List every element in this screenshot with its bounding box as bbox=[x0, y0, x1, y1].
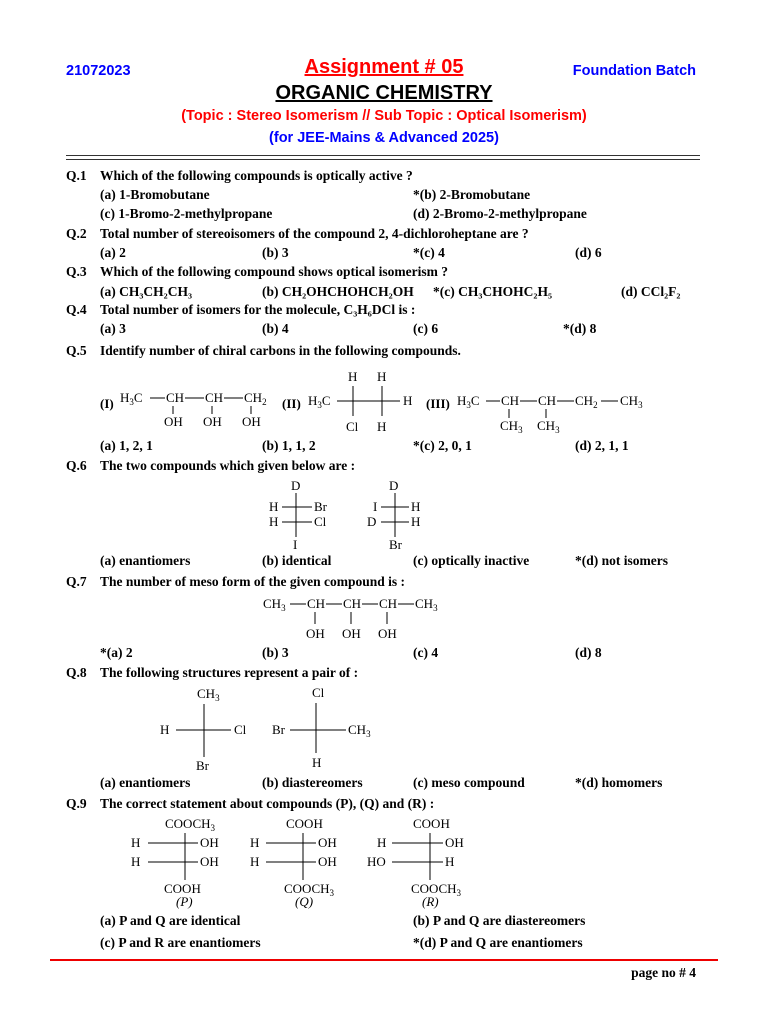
q6-left-i: I bbox=[293, 537, 298, 552]
q8-left-h: H bbox=[160, 722, 170, 737]
q7-option-d: (d) 8 bbox=[575, 645, 602, 660]
q9-q-h2: H bbox=[250, 854, 260, 869]
q6-right-d2: D bbox=[367, 514, 377, 529]
q7-number: Q.7 bbox=[66, 574, 87, 589]
q2-option-b: (b) 3 bbox=[262, 245, 289, 260]
q8-option-a: (a) enantiomers bbox=[100, 775, 191, 790]
q9-p-top: $COOCH_3$ bbox=[165, 816, 216, 833]
q5-iii-ch3-end: $CH_3$ bbox=[620, 393, 643, 410]
topic-line: (Topic : Stereo Isomerism // Sub Topic : Optical Isomerism) bbox=[181, 108, 587, 124]
q6-right-d: D bbox=[389, 478, 399, 493]
q2-text: Total number of stereoisomers of the compound 2, 4-dichloroheptane are ? bbox=[100, 226, 529, 241]
q9-option-b: (b) P and Q are diastereomers bbox=[413, 913, 586, 928]
q8-right-h: H bbox=[312, 755, 322, 770]
q9-label-p: (P) bbox=[176, 894, 193, 909]
q4-option-c: (c) 6 bbox=[413, 321, 439, 336]
q5-option-c: *(c) 2, 0, 1 bbox=[413, 438, 472, 453]
q4-option-d: *(d) 8 bbox=[563, 321, 597, 336]
q6-right-i: I bbox=[373, 499, 378, 514]
q5-ii-h-top-1: H bbox=[348, 369, 358, 384]
q5-ii-h-bottom: H bbox=[377, 419, 387, 434]
q5-i-oh2: OH bbox=[203, 414, 222, 429]
q1-text: Which of the following compounds is optically active ? bbox=[100, 168, 413, 183]
q7-ch-1: CH bbox=[307, 596, 326, 611]
q3-option-d: (d) CCl₂F₂ bbox=[621, 284, 681, 299]
q5-label-2: (II) bbox=[282, 396, 301, 411]
q3-option-b: (b) CH₂OHCHOHCH₂OH bbox=[262, 284, 414, 299]
q7-option-b: (b) 3 bbox=[262, 645, 289, 660]
q7-ch3-left: $CH_3$ bbox=[263, 596, 286, 613]
q6-option-a: (a) enantiomers bbox=[100, 553, 191, 568]
q5-i-ch2: CH bbox=[205, 390, 224, 405]
q9-p-oh2: OH bbox=[200, 854, 219, 869]
q8-right-br: Br bbox=[272, 722, 285, 737]
q6-option-d: *(d) not isomers bbox=[575, 553, 668, 568]
q5-option-b: (b) 1, 1, 2 bbox=[262, 438, 316, 453]
q8-left-ch3: $CH_3$ bbox=[197, 686, 220, 703]
q2-number: Q.2 bbox=[66, 226, 87, 241]
q1-option-d: (d) 2-Bromo-2-methylpropane bbox=[413, 206, 587, 221]
q8-left-br: Br bbox=[196, 758, 209, 773]
q9-r-h2: H bbox=[445, 854, 455, 869]
q6-number: Q.6 bbox=[66, 458, 87, 473]
q9-p-h1: H bbox=[131, 835, 141, 850]
q6-left-br: Br bbox=[314, 499, 327, 514]
q6-right-h2: H bbox=[411, 514, 421, 529]
q9-r-ho: HO bbox=[367, 854, 386, 869]
q4-option-b: (b) 4 bbox=[262, 321, 289, 336]
q6-left-h1: H bbox=[269, 499, 279, 514]
q6-left-cl: Cl bbox=[314, 514, 327, 529]
q9-r-top: COOH bbox=[413, 816, 450, 831]
q9-p-oh1: OH bbox=[200, 835, 219, 850]
page-number: page no # 4 bbox=[631, 965, 696, 980]
q3-number: Q.3 bbox=[66, 264, 87, 279]
q5-label-1: (I) bbox=[100, 396, 114, 411]
q9-p-h2: H bbox=[131, 854, 141, 869]
q5-i-chain: $H_3C$ bbox=[120, 390, 143, 407]
q9-r-oh1: OH bbox=[445, 835, 464, 850]
q5-ii-h3c: $H_3C$ bbox=[308, 393, 331, 410]
q8-number: Q.8 bbox=[66, 665, 87, 680]
q5-iii-me1: $CH_3$ bbox=[500, 418, 523, 435]
q9-option-a: (a) P and Q are identical bbox=[100, 913, 241, 928]
q5-ii-cl-bottom: Cl bbox=[346, 419, 359, 434]
q5-i-ch1: CH bbox=[166, 390, 185, 405]
q4-text: Total number of isomers for the molecule, C₃H₆DCl is : bbox=[100, 302, 416, 317]
q6-left-h2: H bbox=[269, 514, 279, 529]
q8-option-b: (b) diastereomers bbox=[262, 775, 363, 790]
footer-divider bbox=[50, 959, 718, 961]
q5-i-ch2-end: $CH_2$ bbox=[244, 390, 267, 407]
q4-option-a: (a) 3 bbox=[100, 321, 126, 336]
q2-option-a: (a) 2 bbox=[100, 245, 126, 260]
q7-ch3-right: $CH_3$ bbox=[415, 596, 438, 613]
q5-iii-ch2: CH bbox=[538, 393, 557, 408]
q5-option-a: (a) 1, 2, 1 bbox=[100, 438, 153, 453]
q2-option-c: *(c) 4 bbox=[413, 245, 445, 260]
q7-option-a: *(a) 2 bbox=[100, 645, 133, 660]
q6-right-h1: H bbox=[411, 499, 421, 514]
q1-option-c: (c) 1-Bromo-2-methylpropane bbox=[100, 206, 273, 221]
q7-option-c: (c) 4 bbox=[413, 645, 439, 660]
q1-option-b: *(b) 2-Bromobutane bbox=[413, 187, 531, 202]
q5-i-oh3: OH bbox=[242, 414, 261, 429]
batch-name: Foundation Batch bbox=[572, 63, 696, 79]
q9-q-oh2: OH bbox=[318, 854, 337, 869]
exam-line: (for JEE-Mains & Advanced 2025) bbox=[269, 130, 499, 146]
q9-r-h1: H bbox=[377, 835, 387, 850]
q9-number: Q.9 bbox=[66, 796, 87, 811]
q4-number: Q.4 bbox=[66, 302, 87, 317]
q9-option-d: *(d) P and Q are enantiomers bbox=[413, 935, 583, 950]
q5-option-d: (d) 2, 1, 1 bbox=[575, 438, 629, 453]
q9-q-oh1: OH bbox=[318, 835, 337, 850]
q8-right-ch3: $CH_3$ bbox=[348, 722, 371, 739]
q9-option-c: (c) P and R are enantiomers bbox=[100, 935, 261, 950]
q8-option-c: (c) meso compound bbox=[413, 775, 525, 790]
q6-left-d: D bbox=[291, 478, 301, 493]
q7-ch-2: CH bbox=[343, 596, 362, 611]
q9-q-bottom: $COOCH_3$ bbox=[284, 881, 335, 898]
q5-ii-h-right: H bbox=[403, 393, 413, 408]
q7-text: The number of meso form of the given compound is : bbox=[100, 574, 405, 589]
q2-option-d: (d) 6 bbox=[575, 245, 602, 260]
q5-iii-me2: $CH_3$ bbox=[537, 418, 560, 435]
q9-label-q: (Q) bbox=[295, 894, 314, 909]
q7-oh2: OH bbox=[342, 626, 361, 641]
q8-left-cl: Cl bbox=[234, 722, 247, 737]
q6-option-b: (b) identical bbox=[262, 553, 332, 568]
q7-oh3: OH bbox=[378, 626, 397, 641]
q5-i-oh1: OH bbox=[164, 414, 183, 429]
q1-number: Q.1 bbox=[66, 168, 87, 183]
q5-iii-ch2-group: $CH_2$ bbox=[575, 393, 598, 410]
q8-text: The following structures represent a pair of : bbox=[100, 665, 359, 680]
q7-oh1: OH bbox=[306, 626, 325, 641]
q5-iii-ch1: CH bbox=[501, 393, 520, 408]
q7-ch-3: CH bbox=[379, 596, 398, 611]
q5-ii-h-top-2: H bbox=[377, 369, 387, 384]
q5-label-3: (III) bbox=[426, 396, 450, 411]
q6-right-br: Br bbox=[389, 537, 402, 552]
q9-label-r: (R) bbox=[422, 894, 439, 909]
q9-text: The correct statement about compounds (P), (Q) and (R) : bbox=[100, 796, 435, 811]
q6-option-c: (c) optically inactive bbox=[413, 553, 530, 568]
q3-text: Which of the following compound shows optical isomerism ? bbox=[100, 264, 449, 279]
q9-q-top: COOH bbox=[286, 816, 323, 831]
q9-q-h1: H bbox=[250, 835, 260, 850]
q8-option-d: *(d) homomers bbox=[575, 775, 663, 790]
q6-text: The two compounds which given below are : bbox=[100, 458, 356, 473]
q5-text: Identify number of chiral carbons in the following compounds. bbox=[100, 343, 461, 358]
assignment-title: Assignment # 05 bbox=[304, 56, 464, 78]
batch-date: 21072023 bbox=[66, 63, 131, 79]
q3-option-c: *(c) CH₃CHOHC₂H₅ bbox=[433, 284, 553, 299]
subject-title: ORGANIC CHEMISTRY bbox=[275, 82, 493, 104]
q3-option-a: (a) CH₃CH₂CH₃ bbox=[100, 284, 193, 299]
q5-iii-h3c: $H_3C$ bbox=[457, 393, 480, 410]
q9-p-bottom: COOH bbox=[164, 881, 201, 896]
q8-right-cl: Cl bbox=[312, 685, 325, 700]
q9-r-bottom: $COOCH_3$ bbox=[411, 881, 462, 898]
q5-number: Q.5 bbox=[66, 343, 87, 358]
q1-option-a: (a) 1-Bromobutane bbox=[100, 187, 210, 202]
